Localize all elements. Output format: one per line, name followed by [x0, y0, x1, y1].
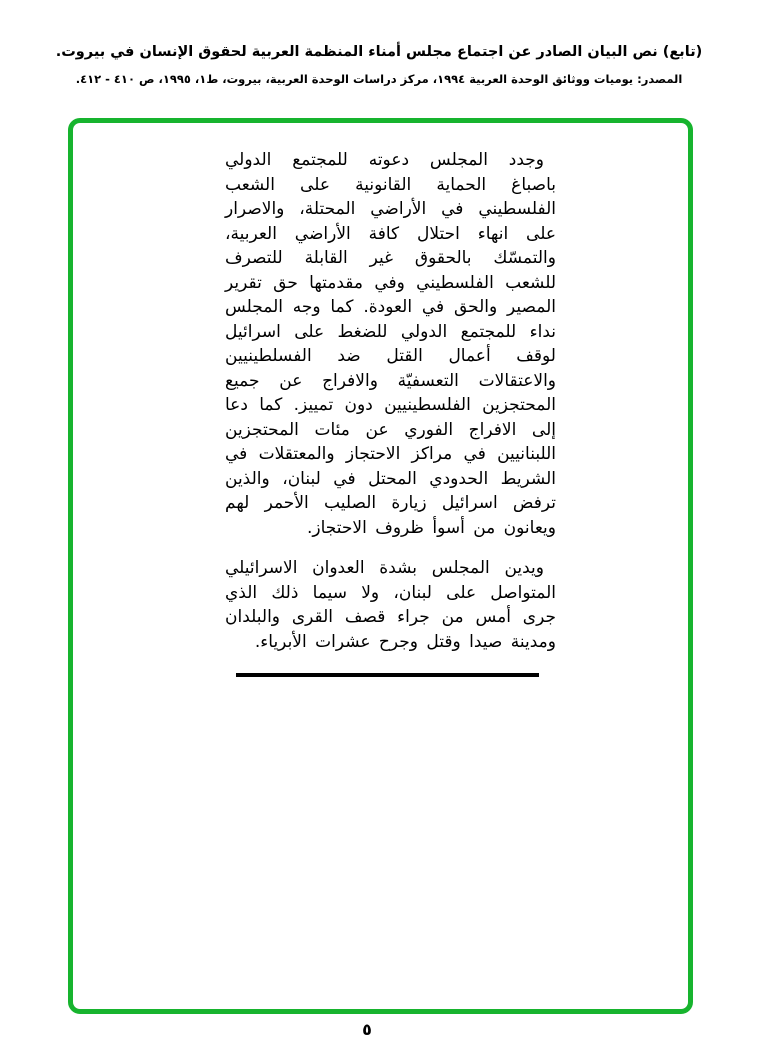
paragraph-2: ويدين المجلس بشدة العدوان الاسرائيلي المتواصل على لبنان، ولا سيما ذلك الذي جرى أمس من جراء قصف القرى والبلدان ومدينة صيدا وقتل وجرح عشرات الأبرياء.: [225, 558, 556, 652]
source-citation-line: المصدر: يوميات ووثائق الوحدة العربية ١٩٩٤، مركز دراسات الوحدة العربية، بيروت، ط١، ١٩٩٥، ص ٤١٠ - ٤١٢.: [75, 72, 683, 86]
paragraph-1: وجدد المجلس دعوته للمجتمع الدولي باصباغ الحماية القانونية على الشعب الفلسطيني في الأراضي المحتلة، والاصرار على انهاء احتلال كافة الأراضي العربية، والتمسّك بالحقوق غير القابلة للتصرف للشعب الفلسطيني وفي مقدمتها حق تقرير المصير والحق في العودة. كما وجه المجلس نداء للمجتمع الدولي للضغط على اسرائيل لوقف أعمال القتل ضد الفسلطينيين والاعتقالات التعسفيّة والافراج عن جميع المحتجزين الفلسطينيين دون تمييز. كما دعا إلى الافراج الفوري عن مئات المحتجزين اللبنانيين في مراكز الاحتجاز والمعتقلات في الشريط الحدودي المحتل في لبنان، والذين ترفض اسرائيل زيارة الصليب الأحمر لهم ويعانون من أسوأ ظروف الاحتجاز.: [225, 150, 556, 538]
document-header-title: (تابع) نص البيان الصادر عن اجتماع مجلس أمناء المنظمة العربية لحقوق الإنسان في بيروت.: [55, 44, 703, 60]
page-number: ٥: [362, 1020, 372, 1039]
content-frame: [68, 118, 693, 1014]
body-text-column: [225, 148, 556, 670]
horizontal-rule: [236, 673, 539, 677]
